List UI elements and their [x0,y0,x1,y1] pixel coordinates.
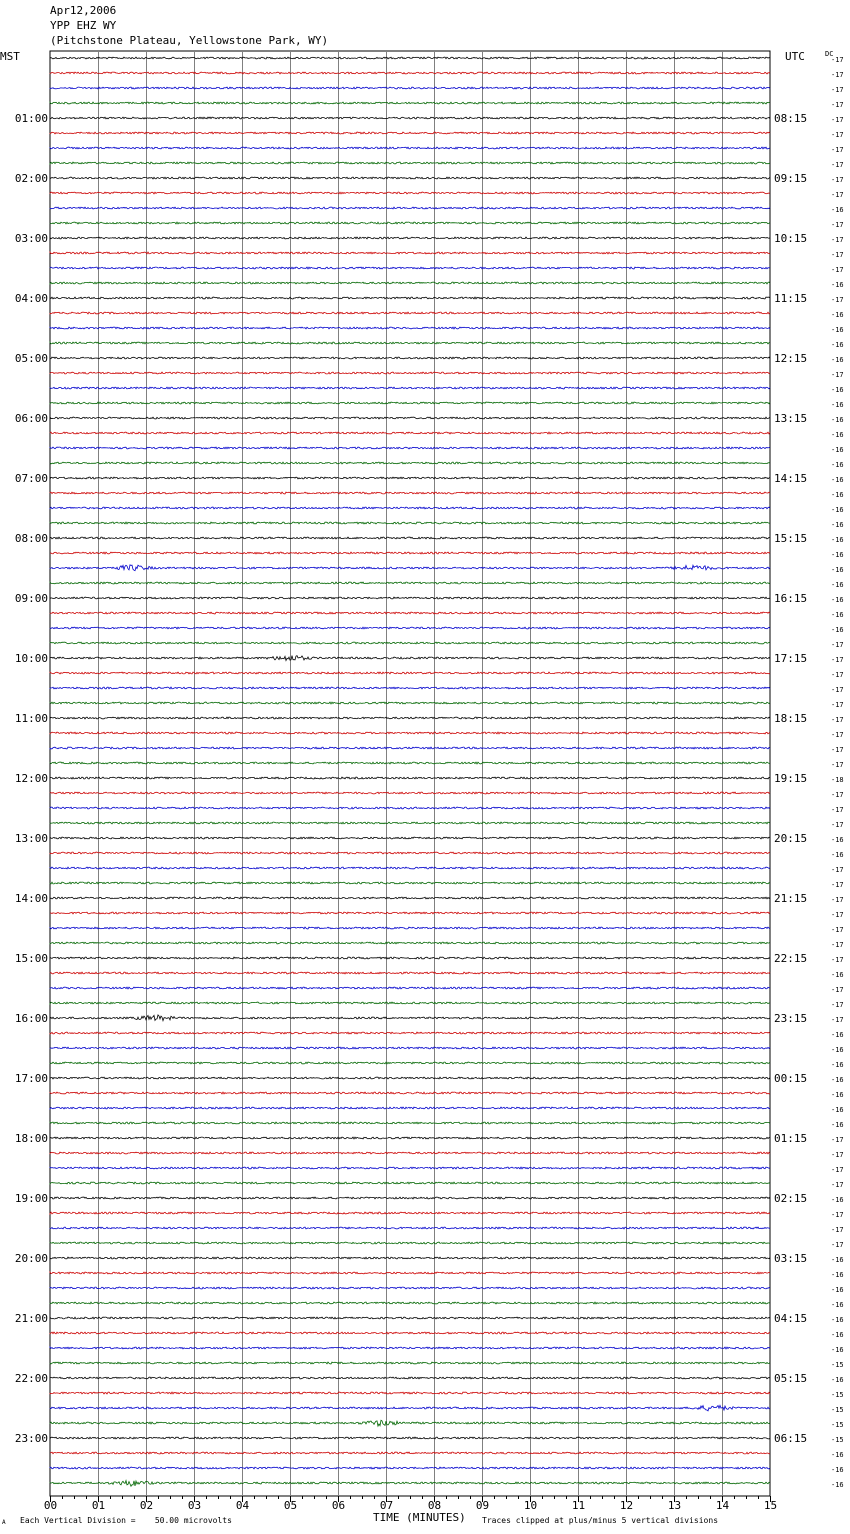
utc-hour-label: 10:15 [774,232,808,245]
dc-offset-label: -15 [831,1391,844,1399]
seismic-trace [50,897,770,899]
utc-hour-label: 03:15 [774,1252,808,1265]
dc-offset-label: -17 [831,686,844,694]
seismic-trace [50,747,770,749]
dc-offset-label: -17 [831,56,844,64]
utc-hour-label: 05:15 [774,1372,808,1385]
seismic-trace [50,837,770,839]
utc-hour-label: 09:15 [774,172,808,185]
dc-offset-label: -17 [831,896,844,904]
seismic-trace [50,1077,770,1079]
corner-mark: A [2,1519,6,1526]
dc-offset-label: -17 [831,701,844,709]
seismic-trace [50,1015,770,1021]
seismic-trace [50,1377,770,1379]
mst-hour-label: 02:00 [14,172,48,185]
x-tick-label: 07 [379,1499,394,1512]
mst-hour-label: 19:00 [14,1192,48,1205]
dc-offset-label: -16 [831,566,844,574]
seismic-trace [50,597,770,599]
dc-offset-label: -16 [831,1331,844,1339]
dc-offset-label: -16 [831,971,844,979]
dc-offset-label: -17 [831,161,844,169]
x-tick-label: 04 [235,1499,250,1512]
seismic-trace [50,852,770,854]
dc-offset-label: -17 [831,101,844,109]
dc-offset-label: -16 [831,281,844,289]
x-tick-label: 05 [283,1499,298,1512]
seismic-trace [50,162,770,164]
dc-offset-label: -17 [831,1181,844,1189]
dc-offset-label: -17 [831,911,844,919]
seismic-trace [50,1047,770,1049]
seismic-trace [50,1437,770,1439]
dc-offset-label: -16 [831,836,844,844]
mst-hour-label: 11:00 [14,712,48,725]
mst-hour-label: 08:00 [14,532,48,545]
seismic-trace [50,477,770,479]
dc-offset-label: -17 [831,131,844,139]
dc-offset-label: -16 [831,1376,844,1384]
utc-hour-label: 12:15 [774,352,808,365]
utc-hour-label: 19:15 [774,772,808,785]
utc-hour-label: 23:15 [774,1012,808,1025]
mst-hour-label: 10:00 [14,652,48,665]
dc-offset-label: -17 [831,1241,844,1249]
utc-hour-label: 18:15 [774,712,808,725]
dc-offset-label: -16 [831,1301,844,1309]
seismic-trace [50,702,770,704]
mst-label: MST [0,50,20,63]
dc-offset-label: -16 [831,461,844,469]
utc-hour-label: 13:15 [774,412,808,425]
utc-hour-label: 00:15 [774,1072,808,1085]
dc-offset-label: -16 [831,1076,844,1084]
seismic-trace [50,1212,770,1214]
seismic-trace [50,132,770,134]
mst-hour-label: 23:00 [14,1432,48,1445]
seismic-trace [50,1420,770,1426]
dc-offset-label: -16 [831,1121,844,1129]
dc-offset-label: -17 [831,761,844,769]
utc-hour-label: 15:15 [774,532,808,545]
dc-offset-label: -17 [831,746,844,754]
mst-hour-label: 05:00 [14,352,48,365]
dc-offset-label: -17 [831,956,844,964]
seismic-trace [50,552,770,554]
seismic-trace [50,507,770,509]
seismic-trace [50,582,770,584]
seismic-trace [50,1347,770,1349]
x-tick-label: 03 [187,1499,202,1512]
mst-hour-label: 03:00 [14,232,48,245]
seismic-trace [50,1317,770,1319]
dc-offset-label: -15 [831,1406,844,1414]
utc-hour-label: 08:15 [774,112,808,125]
seismic-trace [50,87,770,89]
x-tick-label: 13 [667,1499,682,1512]
x-axis-title: TIME (MINUTES) [373,1511,466,1524]
seismic-trace [50,372,770,374]
station-code: YPP EHZ WY [50,19,117,32]
seismic-trace [50,222,770,224]
seismic-trace [50,957,770,959]
dc-offset-label: -18 [831,776,844,784]
dc-offset-label: -17 [831,176,844,184]
dc-offset-label: -17 [831,821,844,829]
dc-offset-label: -16 [831,536,844,544]
dc-offset-label: -16 [831,851,844,859]
seismic-trace [50,522,770,524]
utc-hour-label: 14:15 [774,472,808,485]
clip-note: Traces clipped at plus/minus 5 vertical divisions [482,1516,719,1525]
seismic-trace [50,1302,770,1304]
seismic-trace [50,1332,770,1334]
seismic-trace [50,1481,770,1487]
x-tick-label: 09 [475,1499,490,1512]
dc-offset-label: -17 [831,791,844,799]
utc-hour-label: 16:15 [774,592,808,605]
dc-offset-label: -16 [831,611,844,619]
dc-offset-label: -15 [831,1421,844,1429]
x-tick-label: 01 [91,1499,106,1512]
dc-offset-label: -17 [831,731,844,739]
seismic-trace [50,792,770,794]
dc-offset-label: -15 [831,1436,844,1444]
mst-hour-label: 14:00 [14,892,48,905]
mst-hour-label: 22:00 [14,1372,48,1385]
seismic-trace [50,1272,770,1274]
dc-offset-label: -17 [831,1226,844,1234]
dc-offset-label: -16 [831,1046,844,1054]
dc-offset-label: -16 [831,521,844,529]
dc-offset-label: -16 [831,356,844,364]
dc-offset-label: -16 [831,1451,844,1459]
dc-offset-label: -17 [831,641,844,649]
mst-hour-label: 09:00 [14,592,48,605]
seismic-trace [50,1152,770,1154]
seismic-trace [50,312,770,314]
seismic-trace [50,762,770,764]
dc-offset-label: -16 [831,1031,844,1039]
utc-hour-label: 01:15 [774,1132,808,1145]
seismic-trace [50,942,770,944]
seismic-trace [50,1092,770,1094]
seismic-trace [50,672,770,674]
seismic-trace [50,387,770,389]
seismic-trace [50,1002,770,1004]
seismic-trace [50,207,770,209]
dc-offset-label: -17 [831,806,844,814]
dc-offset-label: -16 [831,1466,844,1474]
dc-offset-label: -16 [831,386,844,394]
seismic-trace [50,1362,770,1364]
seismic-trace [50,417,770,419]
dc-offset-label: -17 [831,656,844,664]
seismic-trace [50,1392,770,1394]
mst-hour-label: 01:00 [14,112,48,125]
dc-offset-label: -16 [831,446,844,454]
dc-offset-label: -17 [831,86,844,94]
seismic-trace [50,357,770,359]
mst-hour-label: 16:00 [14,1012,48,1025]
seismic-trace [50,927,770,929]
dc-offset-label: -16 [831,1286,844,1294]
x-tick-label: 12 [619,1499,634,1512]
seismic-trace [50,656,770,661]
seismic-trace [50,822,770,824]
dc-offset-label: -17 [831,221,844,229]
seismic-trace [50,565,770,571]
seismic-trace [50,492,770,494]
dc-offset-label: -16 [831,476,844,484]
seismic-trace [50,72,770,74]
dc-offset-label: -16 [831,551,844,559]
mst-hour-label: 07:00 [14,472,48,485]
dc-offset-label: -16 [831,206,844,214]
x-tick-label: 14 [715,1499,730,1512]
mst-hour-label: 04:00 [14,292,48,305]
dc-offset-label: -17 [831,1136,844,1144]
dc-offset-label: -16 [831,431,844,439]
dc-offset-label: -16 [831,1481,844,1489]
seismic-trace [50,627,770,629]
dc-offset-label: -17 [831,251,844,259]
dc-offset-label: -16 [831,1061,844,1069]
utc-hour-label: 11:15 [774,292,808,305]
seismic-trace [50,147,770,149]
mst-hour-label: 12:00 [14,772,48,785]
seismic-trace [50,732,770,734]
dc-offset-label: -16 [831,1091,844,1099]
utc-hour-label: 06:15 [774,1432,808,1445]
dc-offset-label: -16 [831,1106,844,1114]
seismic-trace [50,327,770,329]
dc-offset-label: -17 [831,116,844,124]
dc-offset-label: -16 [831,491,844,499]
seismic-trace [50,1062,770,1064]
seismic-trace [50,1287,770,1289]
dc-offset-label: -15 [831,1361,844,1369]
dc-offset-label: -17 [831,716,844,724]
dc-offset-label: -17 [831,926,844,934]
dc-offset-label: -17 [831,941,844,949]
scale-note: Each Vertical Division = 50.00 microvolts [20,1516,232,1525]
x-tick-label: 08 [427,1499,442,1512]
dc-offset-label: -16 [831,326,844,334]
utc-hour-label: 04:15 [774,1312,808,1325]
dc-offset-label: -16 [831,1256,844,1264]
dc-offset-label: -17 [831,881,844,889]
utc-hour-label: 21:15 [774,892,808,905]
seismic-trace [50,1257,770,1259]
dc-offset-label: -17 [831,266,844,274]
seismic-trace [50,987,770,989]
seismic-trace [50,717,770,719]
dc-offset-label: -17 [831,1151,844,1159]
dc-offset-label: -16 [831,596,844,604]
dc-offset-label: -16 [831,1346,844,1354]
seismic-trace [50,1227,770,1229]
x-tick-label: 11 [571,1499,586,1512]
dc-offset-label: -17 [831,1211,844,1219]
seismic-trace [50,1032,770,1034]
dc-offset-label: -16 [831,581,844,589]
seismic-trace [50,297,770,299]
dc-offset-label: -16 [831,401,844,409]
seismic-trace [50,267,770,269]
seismic-trace [50,537,770,539]
dc-offset-label: -17 [831,296,844,304]
mst-hour-label: 18:00 [14,1132,48,1145]
mst-hour-label: 17:00 [14,1072,48,1085]
mst-hour-label: 06:00 [14,412,48,425]
utc-hour-label: 22:15 [774,952,808,965]
seismic-trace [50,1182,770,1184]
x-tick-label: 06 [331,1499,346,1512]
seismic-trace [50,912,770,914]
dc-offset-label: -16 [831,506,844,514]
seismic-trace [50,1467,770,1469]
seismic-trace [50,342,770,344]
seismic-trace [50,57,770,59]
dc-offset-label: -16 [831,341,844,349]
dc-offset-label: -17 [831,1001,844,1009]
dc-offset-label: -16 [831,626,844,634]
seismic-trace [50,102,770,104]
dc-offset-label: -17 [831,1016,844,1024]
seismic-trace [50,867,770,869]
utc-hour-label: 02:15 [774,1192,808,1205]
seismic-trace [50,777,770,779]
mst-hour-label: 15:00 [14,952,48,965]
x-tick-label: 00 [43,1499,58,1512]
seismic-trace [50,1197,770,1199]
dc-offset-label: -17 [831,236,844,244]
dc-label: DC [825,50,834,58]
dc-offset-label: -17 [831,866,844,874]
mst-hour-label: 20:00 [14,1252,48,1265]
seismic-trace [50,252,770,254]
plot-date: Apr12,2006 [50,4,117,17]
seismic-trace [50,642,770,644]
dc-offset-label: -16 [831,1271,844,1279]
seismic-trace [50,972,770,974]
dc-offset-label: -16 [831,1196,844,1204]
seismic-trace [50,1137,770,1139]
dc-offset-label: -17 [831,671,844,679]
seismic-trace [50,117,770,119]
mst-hour-label: 13:00 [14,832,48,845]
seismic-trace [50,432,770,434]
dc-offset-label: -17 [831,986,844,994]
station-location: (Pitchstone Plateau, Yellowstone Park, WY) [50,34,329,47]
dc-offset-label: -17 [831,146,844,154]
dc-offset-label: -17 [831,191,844,199]
utc-hour-label: 20:15 [774,832,808,845]
seismic-trace [50,282,770,284]
seismic-trace [50,192,770,194]
dc-offset-label: -17 [831,1166,844,1174]
dc-offset-label: -16 [831,311,844,319]
utc-hour-label: 17:15 [774,652,808,665]
seismic-trace [50,1107,770,1109]
seismic-trace [50,882,770,884]
seismic-trace [50,687,770,689]
seismic-trace [50,177,770,179]
seismic-trace [50,402,770,404]
x-tick-label: 02 [139,1499,154,1512]
seismic-trace [50,237,770,239]
dc-offset-label: -16 [831,1316,844,1324]
seismic-trace [50,1452,770,1454]
dc-offset-label: -16 [831,416,844,424]
seismic-trace [50,1242,770,1244]
seismic-trace [50,462,770,464]
seismic-trace [50,447,770,449]
dc-offset-label: -17 [831,371,844,379]
seismic-trace [50,807,770,809]
x-tick-label: 10 [523,1499,538,1512]
seismic-trace [50,1167,770,1169]
seismic-trace [50,1405,770,1411]
x-tick-label: 15 [763,1499,778,1512]
dc-offset-label: -17 [831,71,844,79]
utc-label: UTC [785,50,805,63]
seismic-trace [50,1122,770,1124]
seismic-trace [50,612,770,614]
mst-hour-label: 21:00 [14,1312,48,1325]
